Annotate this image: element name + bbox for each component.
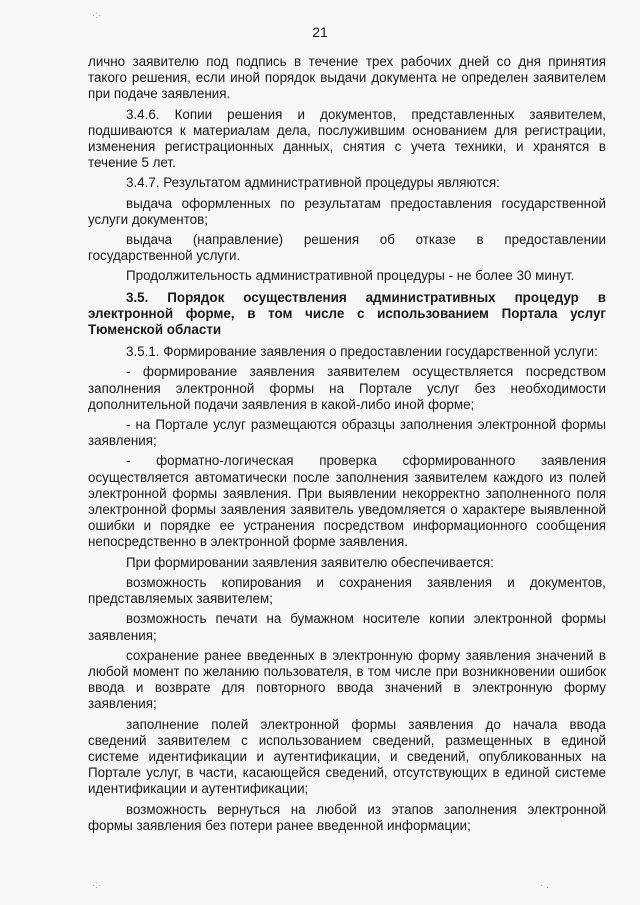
paragraph-2: 3.4.6. Копии решения и документов, представленных заявителем, подшиваются к материалам дела, послужившим основанием для регистрации, изменения регистрационных данных, снятия с учета техники, и хранятся в течение 5 лет. <box>88 106 606 171</box>
paragraph-8: 3.5.1. Формирование заявления о предоставлении государственной услуги: <box>126 344 598 360</box>
paragraph-5: выдача (направление) решения об отказе в предоставлении государственной услуги. <box>88 232 606 264</box>
paragraph-15: сохранение ранее введенных в электронную форму заявления значений в любой момент по желанию пользователя, в том числе при возникновении ошибок ввода и возврате для повторного ввода значений в электронную форму заявления; <box>88 647 606 712</box>
paragraph-3: 3.4.7. Результатом административной процедуры являются: <box>126 175 500 191</box>
paragraph-11: - форматно-логическая проверка сформированного заявления осуществляется автоматически после заполнения заявителем каждого из полей электронной формы заявления. При выявлении некорректно заполненного поля электронной формы заявления заявитель уведомляется о характере выявленной ошибки и порядке ее устранения посредством информационного сообщения непосредственно в электронной форме заявления. <box>88 453 606 550</box>
scan-speck: ·:· <box>92 880 102 891</box>
paragraph-14: возможность печати на бумажном носителе копии электронной формы заявления; <box>88 611 606 643</box>
paragraph-16: заполнение полей электронной формы заявления до начала ввода сведений заявителем с использованием сведений, размещенных в единой системе идентификации и аутентификации, и сведений, опубликованных на Портале услуг, в части, касающейся сведений, отсутствующих в единой системе идентификации и аутентификации; <box>88 716 606 797</box>
paragraph-13: возможность копирования и сохранения заявления и документов, представляемых заявителем; <box>88 574 606 607</box>
paragraph-9: - формирование заявления заявителем осуществляется посредством заполнения электронной формы на Портале услуг без необходимости дополнительной подачи заявления в какой-либо иной форме; <box>88 364 606 412</box>
page-number: 21 <box>312 24 328 40</box>
paragraph-6: Продолжительность административной процедуры - не более 30 минут. <box>126 268 575 284</box>
scan-speck: · . <box>540 880 549 891</box>
paragraph-1: лично заявителю под подпись в течение трех рабочих дней со дня принятия такого решения, если иной порядок выдачи документа не определен заявителем при подаче заявления. <box>88 54 606 102</box>
section-heading: 3.5. Порядок осуществления административных процедур в электронной форме, в том числе с использованием Портала услуг Тюменской области <box>88 289 606 338</box>
scan-speck: ·:· <box>92 10 102 21</box>
paragraph-4: выдача оформленных по результатам предоставления государственной услуги документов; <box>88 195 606 227</box>
paragraph-17: возможность вернуться на любой из этапов заполнения электронной формы заявления без потери ранее введенной информации; <box>88 801 606 833</box>
paragraph-10: - на Портале услуг размещаются образцы заполнения электронной формы заявления; <box>88 417 606 449</box>
paragraph-12: При формировании заявления заявителю обеспечивается: <box>126 554 494 570</box>
